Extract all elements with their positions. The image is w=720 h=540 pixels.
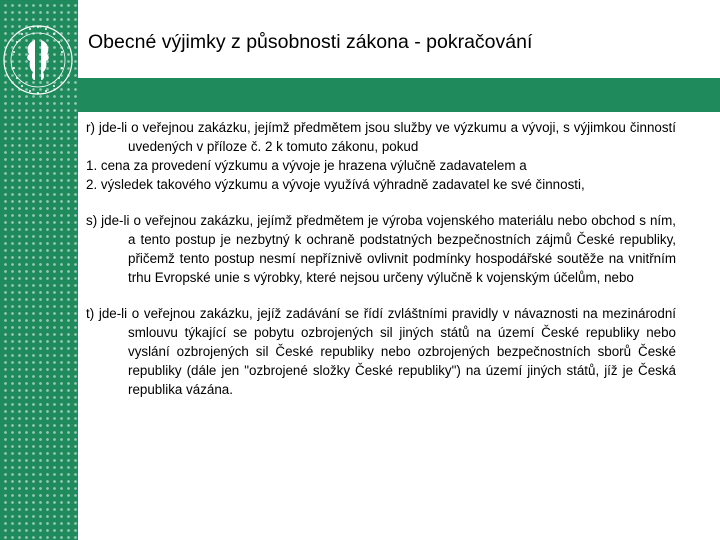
paragraph-r: r) jde-li o veřejnou zakázku, jejímž předmětem jsou služby ve výzkumu a vývoji, s výjimkou činností uvedených v příloze č. 2 k tomuto zákonu, pokud — [86, 120, 676, 154]
sidebar-decoration — [0, 0, 78, 540]
list-item-2: 2. výsledek takového výzkumu a vývoje využívá výhradně zadavatel ke své činnosti, — [86, 177, 585, 192]
paragraph-t: t) jde-li o veřejnou zakázku, jejíž zadávání se řídí zvláštními pravidly v návaznosti na mezinárodní smlouvu týkající se pobytu ozbrojených sil jiných států na území České republiky nebo vyslání ozbrojených sil České republiky nebo ozbrojených bezpečnostních sborů České republiky (dále jen "ozbrojené složky České republiky") na území jiných států, jíž je Česká republika vázána. — [86, 306, 676, 397]
slide-title: Obecné výjimky z působnosti zákona - pokračování — [88, 31, 533, 53]
list-item-1: 1. cena za provedení výzkumu a vývoje je hrazena výlučně zadavatelem a — [86, 158, 527, 173]
university-seal-icon — [2, 20, 74, 102]
header-band — [78, 78, 720, 112]
slide-body — [86, 118, 676, 399]
paragraph-s: s) jde-li o veřejnou zakázku, jejímž předmětem je výroba vojenského materiálu nebo obchod s ním, a tento postup je nezbytný k ochraně podstatných bezpečnostních zájmů České republiky, přičemž tento postup nesmí nepříznivě ovlivnit podmínky hospodářské soutěže na vnitřním trhu Evropské unie s výrobky, které nejsou určeny výlučně k vojenským účelům, nebo — [86, 213, 676, 285]
